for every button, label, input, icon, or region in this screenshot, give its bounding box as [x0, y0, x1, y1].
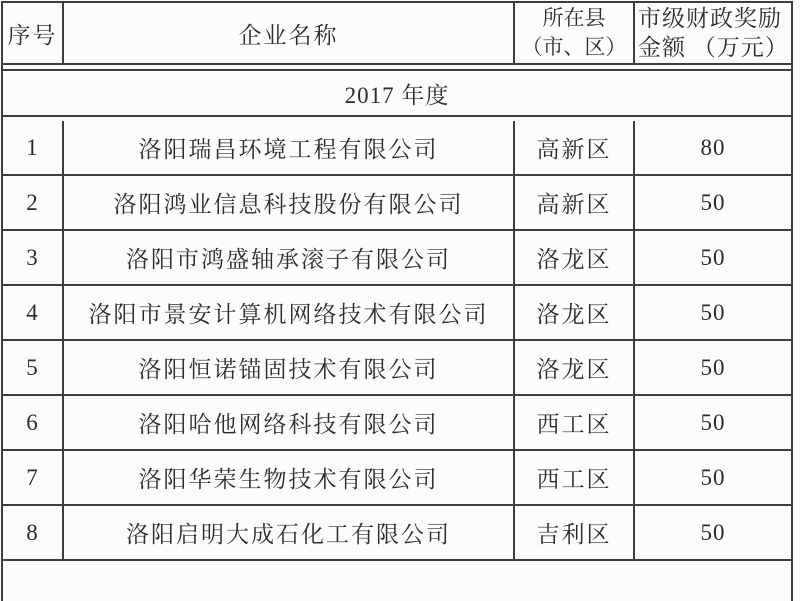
cell-company: 洛阳启明大成石化工有限公司 — [62, 506, 513, 559]
cell-district: 西工区 — [513, 396, 633, 449]
header-district-line1: 所在县 — [542, 6, 606, 30]
cell-amount: 50 — [633, 451, 791, 504]
cell-district: 洛龙区 — [513, 231, 633, 284]
table-body — [3, 121, 791, 561]
table-row — [3, 176, 791, 231]
table-row — [3, 506, 791, 561]
cell-district: 洛龙区 — [513, 341, 633, 394]
cell-amount: 50 — [633, 176, 791, 229]
cell-company: 洛阳哈他网络科技有限公司 — [62, 396, 513, 449]
cell-district: 吉利区 — [513, 506, 633, 559]
year-label: 2017 年度 — [344, 82, 450, 108]
cell-index: 4 — [26, 299, 39, 325]
cell-amount: 50 — [633, 341, 791, 394]
cell-index: 2 — [26, 189, 39, 215]
cell-company: 洛阳华荣生物技术有限公司 — [62, 451, 513, 504]
header-cell-amount — [633, 3, 791, 63]
cell-district: 高新区 — [513, 121, 633, 174]
cell-amount: 50 — [633, 286, 791, 339]
cell-district: 高新区 — [513, 176, 633, 229]
cell-district: 洛龙区 — [513, 286, 633, 339]
cell-index: 6 — [26, 409, 39, 435]
cell-amount: 50 — [633, 506, 791, 559]
table-row — [3, 451, 791, 506]
cell-index: 7 — [26, 464, 39, 490]
cell-company: 洛阳鸿业信息科技股份有限公司 — [62, 176, 513, 229]
table-header-row — [3, 3, 791, 65]
cell-index: 1 — [26, 134, 39, 160]
table-row — [3, 396, 791, 451]
header-district-line2: （市、区） — [521, 35, 627, 59]
cell-index: 3 — [26, 244, 39, 270]
cell-amount: 80 — [633, 121, 791, 174]
header-index-label: 序号 — [7, 22, 58, 48]
cell-amount: 50 — [633, 231, 791, 284]
cell-company: 洛阳瑞昌环境工程有限公司 — [62, 121, 513, 174]
table-row — [3, 286, 791, 341]
cell-district: 西工区 — [513, 451, 633, 504]
cell-index: 5 — [26, 354, 39, 380]
cell-company: 洛阳市鸿盛轴承滚子有限公司 — [62, 231, 513, 284]
year-section-band — [3, 69, 791, 117]
award-table — [1, 1, 793, 601]
table-row — [3, 341, 791, 396]
header-amount-line2: 金额 （万元） — [638, 35, 789, 60]
header-cell-index — [3, 3, 62, 63]
cell-company: 洛阳市景安计算机网络技术有限公司 — [62, 286, 513, 339]
header-company-label: 企业名称 — [238, 22, 339, 48]
header-cell-company — [62, 3, 513, 63]
cell-amount: 50 — [633, 396, 791, 449]
cell-company: 洛阳恒诺锚固技术有限公司 — [62, 341, 513, 394]
header-amount-line1: 市级财政奖励 — [638, 6, 782, 31]
table-row — [3, 121, 791, 176]
table-row — [3, 231, 791, 286]
cell-index: 8 — [26, 519, 39, 545]
header-cell-district — [513, 3, 633, 63]
